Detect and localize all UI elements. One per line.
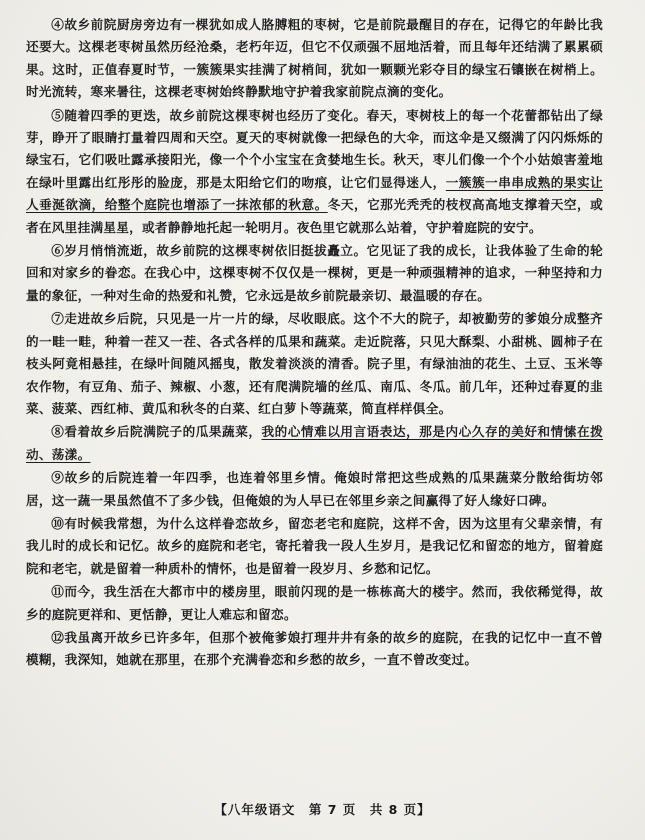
paragraph-5-underlined-sentence: 一簇簇一串串成熟的果实让人垂涎欲滴，给整个庭院也增添了一抹浓郁的秋意。 — [26, 174, 603, 213]
paragraph-8-underlined-sentence: 我的心情难以用言语表达，那是内心久存的美好和情愫在拨动、荡漾。 — [26, 424, 603, 462]
paragraph-9-text: ⑨故乡的后院连着一年四季，也连着邻里乡情。俺娘时常把这些成熟的瓜果蔬菜分散给街坊邻居，这一蔬一果虽然值不了多少钱，但俺娘的为人早已在邻里乡亲之间赢得了好人缘好口碑。 — [26, 470, 603, 508]
paragraph-9 — [26, 467, 603, 512]
paragraph-5-text-b: 冬天，它那光秃秃的枝杈高高地支撑着天空，或者在风里挂满星星，或者静静地托起一轮明月。夜色里它就那么站着，守护着庭院的安宁。 — [26, 197, 603, 235]
paragraph-5 — [26, 105, 603, 239]
paragraph-12-text: ⑫我虽离开故乡已许多年，但那个被俺爹娘打理井井有条的故乡的庭院，在我的记忆中一直不曾模糊，我深知，她就在那里，在那个充满眷恋和乡愁的故乡，一直不曾改变过。 — [26, 629, 603, 668]
paragraph-4 — [26, 14, 603, 104]
page-footer: 【八年级语文 第 7 页 共 8 页】 — [214, 802, 431, 817]
paragraph-10 — [26, 513, 603, 580]
paragraph-7 — [26, 308, 603, 420]
paragraph-6-text: ⑥岁月悄悄流逝，故乡前院的这棵枣树依旧挺拔矗立。它见证了我的成长，让我体验了生命的轮回和对家乡的眷恋。在我心中，这棵枣树不仅仅是一棵树，更是一种顽强精神的追求，一种坚持和力量的象征，一种对生命的热爱和礼赞，它永远是故乡前院最亲切、最温暖的存在。 — [26, 243, 603, 303]
paragraph-11 — [26, 581, 603, 626]
paragraph-8 — [26, 421, 603, 466]
paragraph-6 — [26, 240, 603, 307]
paragraph-11-text: ⑪而今，我生活在大都市中的楼房里，眼前闪现的是一栋栋高大的楼宇。然而，我依稀觉得，故乡的庭院更祥和、更恬静，更让人难忘和留恋。 — [26, 584, 603, 622]
paragraph-4-text: ④故乡前院厨房旁边有一棵犹如成人胳膊粗的枣树，它是前院最醒目的存在，记得它的年龄比我还要大。这棵老枣树虽然历经沧桑，老朽年迈，但它不仅顽强不屈地活着，而且每年还结满了累累硕果。这时，正值春夏时节，一簇簇果实挂满了树梢间，犹如一颗颗光彩夺目的绿宝石镶嵌在树梢上。时光流转，寒来暑往，这棵老枣树始终静默地守护着我家前院点滴的变化。 — [26, 17, 603, 100]
paragraph-12 — [26, 627, 603, 672]
paragraph-10-text: ⑩有时候我常想，为什么这样眷恋故乡，留恋老宅和庭院，这样不舍，因为这里有父辈亲情，有我儿时的成长和记忆。故乡的庭院和老宅，寄托着我一段人生岁月，是我记忆和留恋的地方，留着庭院和老宅，就是留着一种质朴的情怀，也是留着一段岁月、乡愁和记忆。 — [26, 515, 603, 576]
paragraph-5-text-a: ⑤随着四季的更迭，故乡前院这棵枣树也经历了变化。春天，枣树枝上的每一个花蕾都钻出了绿芽，睁开了眼睛打量着四周和天空。夏天的枣树就像一把绿色的大伞，而这伞是又缀满了闪闪烁烁的绿宝石，它们吸吐露承接阳光，像一个个小宝宝在贪婪地生长。秋天，枣儿们像一个个小姑娘害羞地在绿叶里露出红彤彤的脸庞，那是太阳给它们的吻痕，让它们显得迷人， — [26, 107, 603, 190]
paragraph-7-text: ⑦走进故乡后院，只见是一片一片的绿，尽收眼底。这个不大的院子，却被勤劳的爹娘分成整齐的一畦一畦，种着一茬又一茬、各式各样的瓜果和蔬菜。走近院落，只见大酥梨、小甜桃、圆柿子在枝头阿竟相悬挂，在绿叶间随风摇曳，散发着淡淡的清香。院子里，有绿油油的花生、土豆、玉米等农作物，有豆角、茄子、辣椒、小葱，还有爬满院墙的丝瓜、南瓜、冬瓜。前几年，还种过春夏的韭菜、菠菜、西红柿、黄瓜和秋冬的白菜、红白萝卜等蔬菜，简直样样俱全。 — [26, 311, 603, 416]
paragraph-8-text: ⑧看着故乡后院满院子的瓜果蔬菜， — [51, 424, 262, 440]
